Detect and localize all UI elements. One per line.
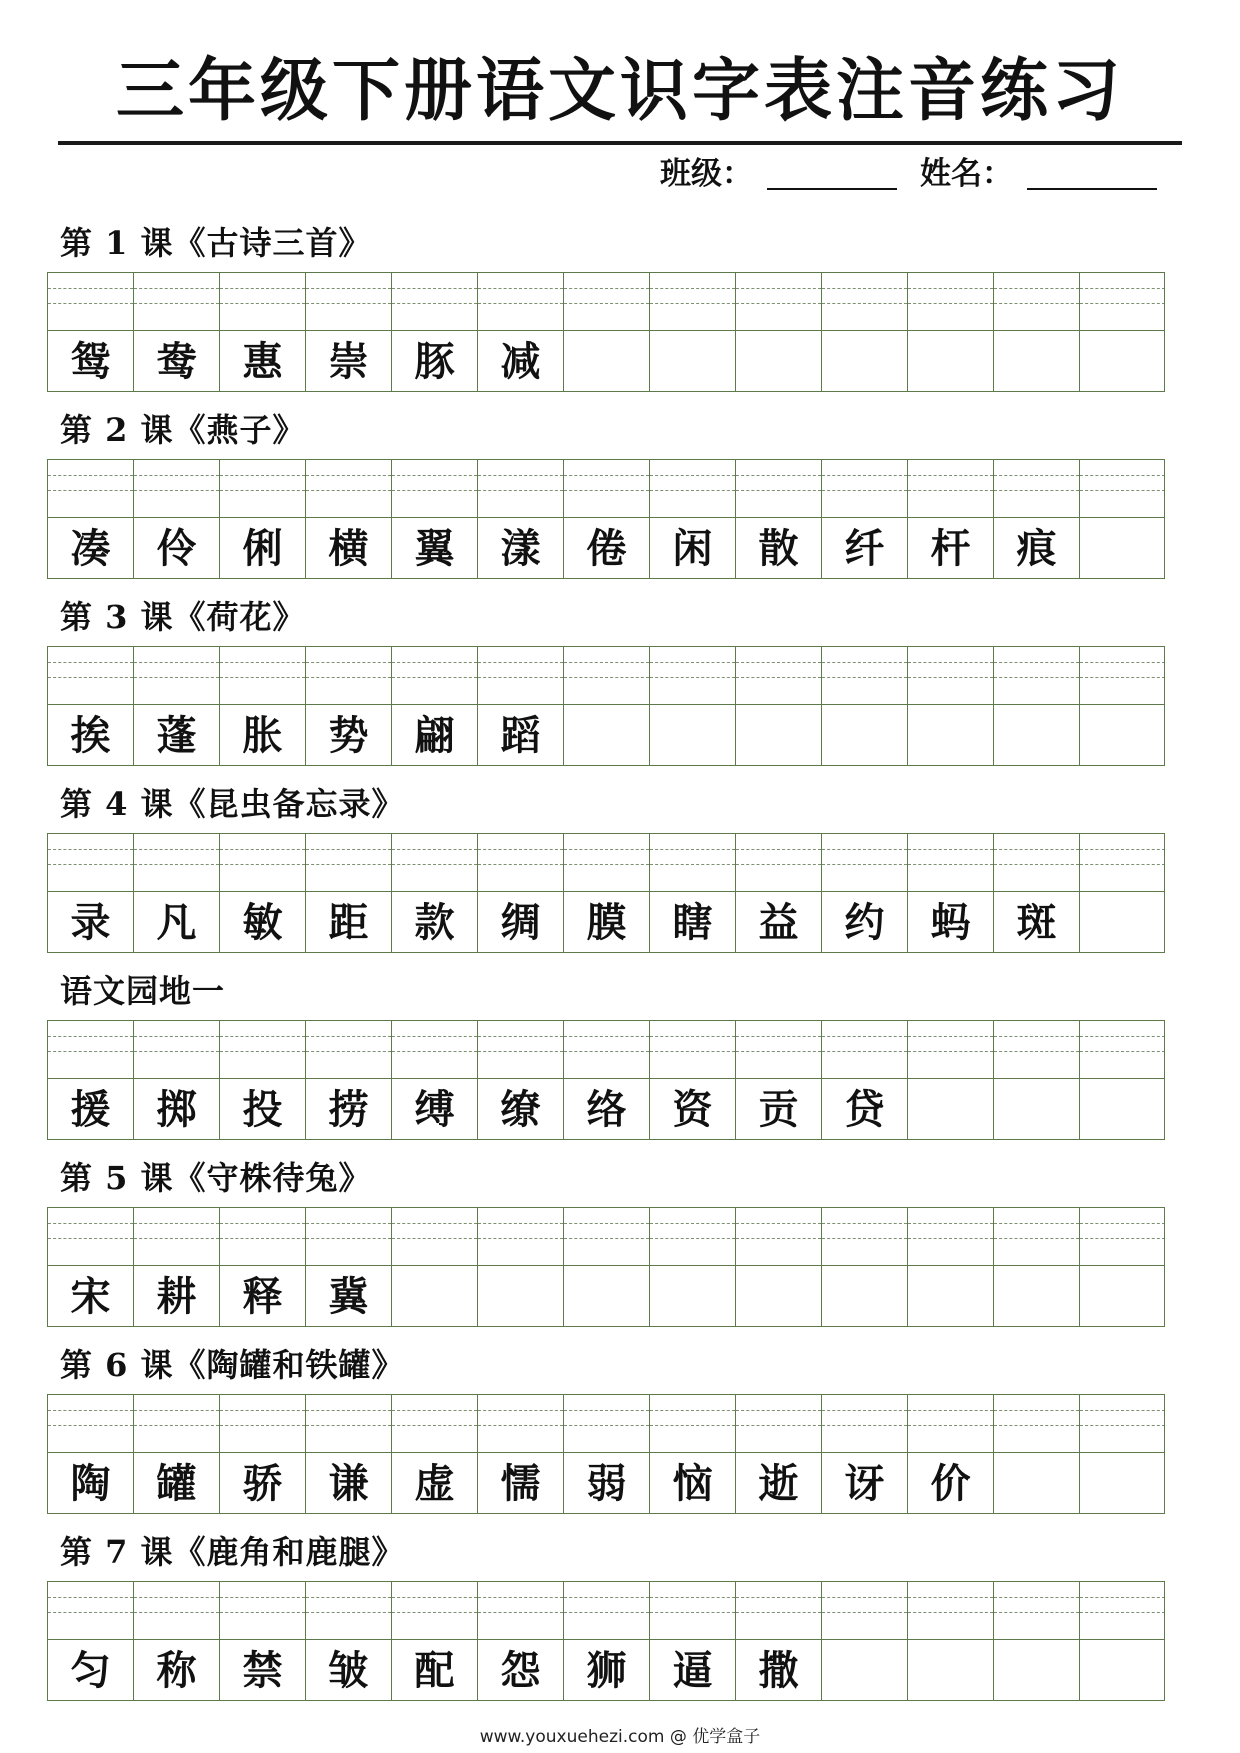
section-heading: 第 4 课《昆虫备忘录》 [60,785,405,823]
hanzi-cell: 称 [133,1639,219,1701]
hanzi-cell: 鸯 [133,330,219,392]
title-divider [58,141,1182,145]
hanzi-cell: 弱 [563,1452,649,1514]
hanzi-cell: 胀 [219,704,305,766]
hanzi-cell: 狮 [563,1639,649,1701]
hanzi-cell: 捞 [305,1078,391,1140]
grid-frame [47,1394,1165,1514]
hanzi-cell: 倦 [563,517,649,579]
hanzi-cell: 络 [563,1078,649,1140]
hanzi-cell: 恼 [649,1452,735,1514]
hanzi-cell: 蓬 [133,704,219,766]
hanzi-cell: 蹈 [477,704,563,766]
section-heading: 第 2 课《燕子》 [60,411,306,449]
hanzi-cell: 虚 [391,1452,477,1514]
section-heading: 第 7 课《鹿角和鹿腿》 [60,1533,405,1571]
hanzi-cell: 逝 [735,1452,821,1514]
hanzi-cell: 益 [735,891,821,953]
grid-frame [47,1020,1165,1140]
char-grid [47,459,1169,579]
hanzi-cell: 贷 [821,1078,907,1140]
hanzi-cell: 宋 [47,1265,133,1327]
char-grid [47,1207,1169,1327]
hanzi-cell: 闲 [649,517,735,579]
hanzi-cell: 逼 [649,1639,735,1701]
hanzi-cell: 挨 [47,704,133,766]
hanzi-cell: 豚 [391,330,477,392]
hanzi-cell: 讶 [821,1452,907,1514]
hanzi-cell: 掷 [133,1078,219,1140]
hanzi-cell: 皱 [305,1639,391,1701]
page-title: 三年级下册语文识字表注音练习 [115,52,1124,131]
hanzi-cell: 散 [735,517,821,579]
char-grid [47,1020,1169,1140]
hanzi-cell: 配 [391,1639,477,1701]
char-grid [47,1581,1169,1701]
hanzi-cell: 绸 [477,891,563,953]
hanzi-cell: 价 [907,1452,993,1514]
hanzi-cell: 俐 [219,517,305,579]
footer-credit: www.youxuehezi.com @ 优学盒子 [479,1727,761,1747]
class-field [660,152,897,196]
char-grid [47,646,1169,766]
hanzi-cell: 撒 [735,1639,821,1701]
grid-frame [47,272,1165,392]
hanzi-cell: 势 [305,704,391,766]
hanzi-cell: 援 [47,1078,133,1140]
hanzi-cell: 痕 [993,517,1079,579]
hanzi-cell: 禁 [219,1639,305,1701]
hanzi-cell: 翼 [391,517,477,579]
grid-frame [47,459,1165,579]
hanzi-cell: 谦 [305,1452,391,1514]
hanzi-cell: 释 [219,1265,305,1327]
hanzi-cell: 崇 [305,330,391,392]
hanzi-cell: 耕 [133,1265,219,1327]
hanzi-cell: 伶 [133,517,219,579]
hanzi-cell: 贡 [735,1078,821,1140]
section-heading: 第 1 课《古诗三首》 [60,224,372,262]
grid-frame [47,1581,1165,1701]
section-heading: 语文园地一 [60,972,226,1010]
class-blank[interactable] [767,188,897,190]
hanzi-cell: 惠 [219,330,305,392]
hanzi-cell: 膜 [563,891,649,953]
hanzi-cell: 缭 [477,1078,563,1140]
hanzi-cell: 罐 [133,1452,219,1514]
char-grid [47,1394,1169,1514]
hanzi-cell: 录 [47,891,133,953]
hanzi-cell: 懦 [477,1452,563,1514]
hanzi-cell: 陶 [47,1452,133,1514]
hanzi-cell: 款 [391,891,477,953]
hanzi-cell: 纤 [821,517,907,579]
grid-frame [47,1207,1165,1327]
hanzi-cell: 约 [821,891,907,953]
grid-frame [47,646,1165,766]
hanzi-cell: 斑 [993,891,1079,953]
hanzi-cell: 杆 [907,517,993,579]
class-label: 班级： [660,156,753,192]
name-field [920,152,1157,196]
hanzi-cell: 冀 [305,1265,391,1327]
section-heading: 第 6 课《陶罐和铁罐》 [60,1346,405,1384]
hanzi-cell: 投 [219,1078,305,1140]
hanzi-cell: 凡 [133,891,219,953]
name-label: 姓名： [920,156,1013,192]
section-heading: 第 3 课《荷花》 [60,598,306,636]
hanzi-cell: 翩 [391,704,477,766]
hanzi-cell: 漾 [477,517,563,579]
hanzi-cell: 资 [649,1078,735,1140]
hanzi-cell: 骄 [219,1452,305,1514]
hanzi-cell: 蚂 [907,891,993,953]
hanzi-cell: 敏 [219,891,305,953]
section-heading: 第 5 课《守株待兔》 [60,1159,372,1197]
hanzi-cell: 缚 [391,1078,477,1140]
hanzi-cell: 怨 [477,1639,563,1701]
hanzi-cell: 瞎 [649,891,735,953]
char-grid [47,833,1169,953]
grid-frame [47,833,1165,953]
hanzi-cell: 横 [305,517,391,579]
name-blank[interactable] [1027,188,1157,190]
char-grid [47,272,1169,392]
hanzi-cell: 凑 [47,517,133,579]
hanzi-cell: 鸳 [47,330,133,392]
hanzi-cell: 匀 [47,1639,133,1701]
hanzi-cell: 距 [305,891,391,953]
hanzi-cell: 减 [477,330,563,392]
